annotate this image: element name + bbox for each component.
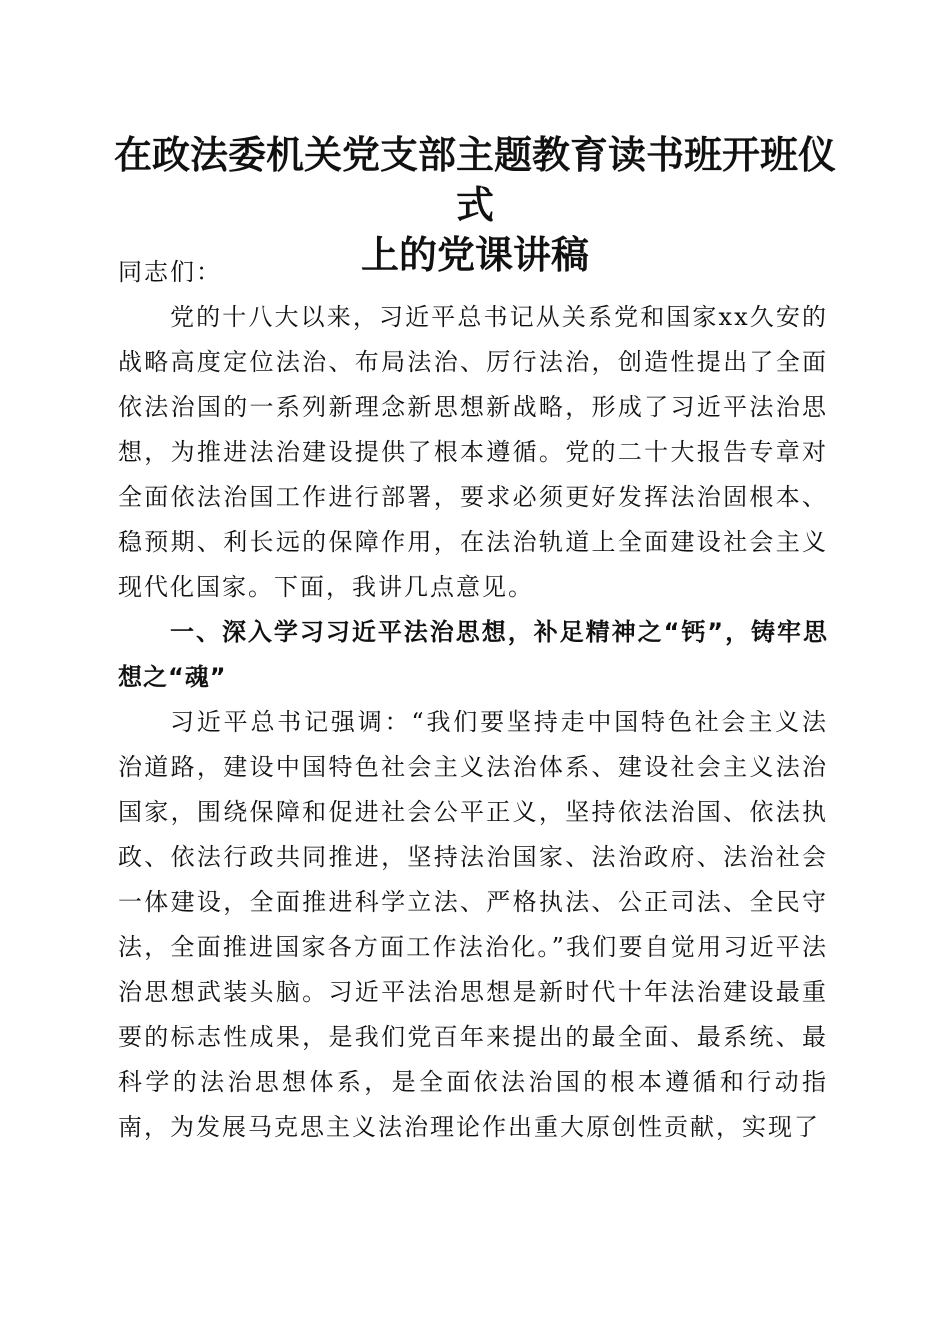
salutation: 同志们： xyxy=(118,258,222,286)
document-body xyxy=(118,250,828,1150)
section-heading-1: 一、深入学习习近平法治思想，补足精神之“钙”，铸牢思想之“魂” xyxy=(118,618,828,691)
paragraph-section-1: 习近平总书记强调：“我们要坚持走中国特色社会主义法治道路，建设中国特色社会主义法治体系、建设社会主义法治国家，围绕保障和促进社会公平正义，坚持依法治国、依法执政、依法行政共同推进，坚持法治国家、法治政府、法治社会一体建设，全面推进科学立法、严格执法、公正司法、全民守法，全面推进国家各方面工作法治化。”我们要自觉用习近平法治思想武装头脑。习近平法治思想是新时代十年法治建设最重要的标志性成果，是我们党百年来提出的最全面、最系统、最科学的法治思想体系，是全面依法治国的根本遵循和行动指南，为发展马克思主义法治理论作出重大原创性贡献，实现了 xyxy=(118,708,828,1141)
paragraph-intro: 党的十八大以来，习近平总书记从关系党和国家xx久安的战略高度定位法治、布局法治、厉行法治，创造性提出了全面依法治国的一系列新理念新思想新战略，形成了习近平法治思想，为推进法治建设提供了根本遵循。党的二十大报告专章对全面依法治国工作进行部署，要求必须更好发挥法治固根本、稳预期、利长远的保障作用，在法治轨道上全面建设社会主义现代化国家。下面，我讲几点意见。 xyxy=(118,303,828,601)
title-line-2: 上的党课讲稿 xyxy=(360,232,589,277)
title-line-1: 在政法委机关党支部主题教育读书班开班仪式 xyxy=(113,132,836,227)
